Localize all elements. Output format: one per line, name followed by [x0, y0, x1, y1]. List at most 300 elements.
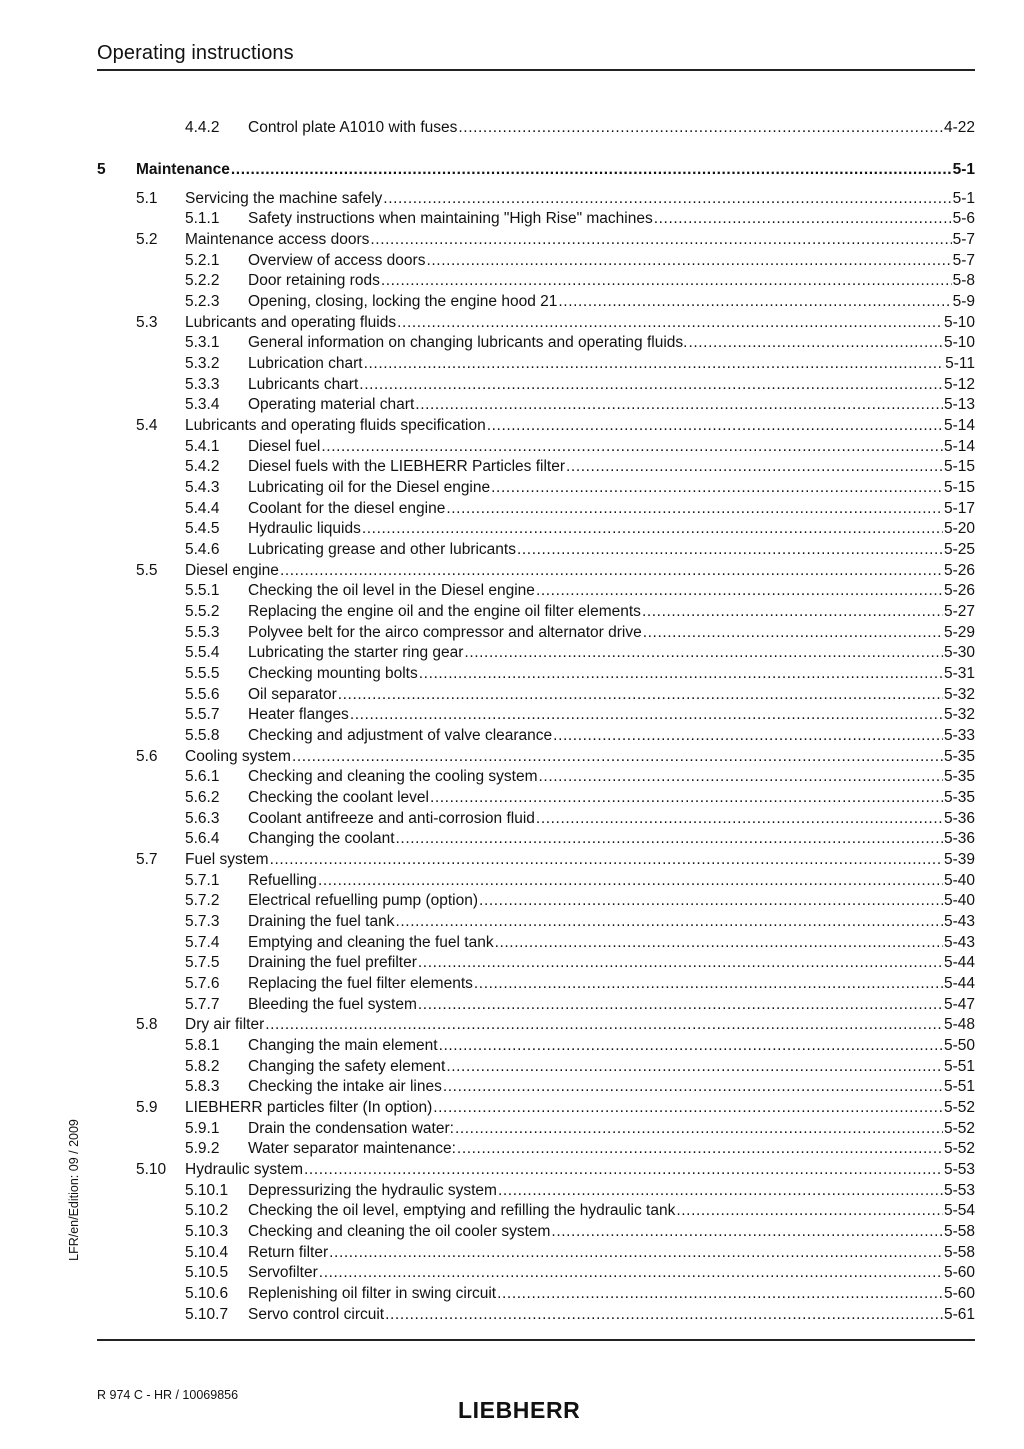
toc-page-number: 5-60 — [943, 1264, 975, 1281]
toc-row[interactable] — [97, 602, 975, 622]
toc-number: 5.4.3 — [185, 479, 220, 496]
toc-number: 5.10.7 — [185, 1306, 229, 1323]
toc-entry — [248, 251, 975, 271]
toc-row[interactable] — [97, 1160, 975, 1180]
toc-title: Diesel fuel — [248, 438, 321, 455]
toc-entry — [248, 437, 975, 457]
toc-dot-leader — [479, 891, 943, 911]
toc-dot-leader — [439, 1036, 943, 1056]
toc-dot-leader — [457, 1139, 943, 1159]
toc-dot-leader — [415, 395, 943, 415]
toc-title: Checking and cleaning the cooling system — [248, 768, 538, 785]
toc-title: Hydraulic system — [185, 1161, 303, 1178]
toc-page-number: 5-1 — [952, 190, 975, 207]
toc-title: Opening, closing, locking the engine hood 21 — [248, 293, 558, 310]
toc-title: Refuelling — [248, 872, 317, 889]
toc-row[interactable] — [97, 891, 975, 911]
toc-page-number: 5-30 — [943, 644, 975, 661]
toc-row[interactable] — [97, 519, 975, 539]
toc-title: Replenishing oil filter in swing circuit — [248, 1285, 497, 1302]
toc-title: Changing the safety element — [248, 1058, 446, 1075]
toc-dot-leader — [319, 1263, 943, 1283]
toc-dot-leader — [430, 788, 943, 808]
toc-title: Lubricants and operating fluids — [185, 314, 397, 331]
toc-entry — [248, 1077, 975, 1097]
toc-number: 5.5 — [136, 562, 158, 579]
toc-row[interactable] — [97, 118, 975, 138]
toc-entry — [248, 1243, 975, 1263]
toc-row[interactable] — [97, 747, 975, 767]
toc-title: Control plate A1010 with fuses — [248, 119, 458, 136]
toc-title: Servofilter — [248, 1264, 318, 1281]
toc-row[interactable] — [97, 230, 975, 250]
toc-entry — [248, 1222, 975, 1242]
toc-page-number: 5-6 — [952, 210, 975, 227]
toc-dot-leader — [280, 561, 943, 581]
toc-title: Checking the coolant level — [248, 789, 429, 806]
toc-number: 5.6.3 — [185, 810, 220, 827]
toc-dot-leader — [329, 1243, 943, 1263]
toc-dot-leader — [566, 457, 943, 477]
toc-entry — [248, 995, 975, 1015]
toc-entry — [185, 416, 975, 436]
toc-row[interactable] — [97, 767, 975, 787]
toc-row[interactable] — [97, 1305, 975, 1325]
toc-number: 5.10.2 — [185, 1202, 229, 1219]
toc-entry — [248, 118, 975, 138]
toc-dot-leader — [350, 705, 943, 725]
toc-entry — [248, 933, 975, 953]
toc-dot-leader — [426, 251, 951, 271]
toc-dot-leader — [304, 1160, 943, 1180]
toc-entry — [248, 705, 975, 725]
toc-dot-leader — [536, 809, 943, 829]
toc-row[interactable] — [97, 354, 975, 374]
toc-page-number: 5-32 — [943, 706, 975, 723]
liebherr-logo — [458, 1397, 618, 1421]
toc-title: Lubricating grease and other lubricants — [248, 541, 516, 558]
toc-title: Return filter — [248, 1244, 329, 1261]
toc-title: Bleeding the fuel system — [248, 996, 417, 1013]
toc-entry — [248, 829, 975, 849]
toc-number: 5.4.6 — [185, 541, 220, 558]
toc-page-number: 5-61 — [943, 1306, 975, 1323]
toc-entry — [248, 602, 975, 622]
toc-title: Servicing the machine safely — [185, 190, 383, 207]
toc-row[interactable] — [97, 189, 975, 209]
toc-dot-leader — [318, 871, 943, 891]
toc-dot-leader — [364, 354, 945, 374]
edition-label: LFR/en/Edition: 09 / 2009 — [67, 1119, 81, 1261]
toc-page-number: 5-58 — [943, 1244, 975, 1261]
toc-row[interactable] — [97, 1098, 975, 1118]
toc-row[interactable] — [97, 726, 975, 746]
toc-page-number: 5-8 — [952, 272, 975, 289]
toc-title: Emptying and cleaning the fuel tank — [248, 934, 494, 951]
toc-row[interactable] — [97, 705, 975, 725]
toc-entry — [136, 160, 975, 180]
toc-title: Draining the fuel prefilter — [248, 954, 417, 971]
toc-page-number: 5-35 — [943, 748, 975, 765]
toc-row[interactable] — [97, 333, 975, 353]
toc-entry — [248, 1139, 975, 1159]
toc-dot-leader — [553, 726, 943, 746]
toc-row[interactable] — [97, 1077, 975, 1097]
toc-dot-leader — [643, 623, 943, 643]
logo-text: LIEBHERR — [458, 1397, 581, 1421]
toc-row[interactable] — [97, 974, 975, 994]
toc-entry — [248, 271, 975, 291]
toc-entry — [248, 1036, 975, 1056]
toc-entry — [185, 313, 975, 333]
toc-page-number: 5-14 — [943, 417, 975, 434]
toc-page-number: 5-51 — [943, 1058, 975, 1075]
toc-page-number: 5-52 — [943, 1120, 975, 1137]
toc-page-number: 5-14 — [943, 438, 975, 455]
toc-number: 5.5.5 — [185, 665, 220, 682]
toc-number: 5.10.3 — [185, 1223, 229, 1240]
toc-number: 5.8.2 — [185, 1058, 220, 1075]
toc-title: Maintenance — [136, 161, 230, 178]
toc-title: Overview of access doors — [248, 252, 426, 269]
toc-page-number: 5-27 — [943, 603, 975, 620]
toc-number: 5.9 — [136, 1099, 158, 1116]
toc-number: 5.10.4 — [185, 1244, 229, 1261]
toc-dot-leader — [558, 292, 951, 312]
toc-page-number: 5-40 — [943, 872, 975, 889]
toc-title: Hydraulic liquids — [248, 520, 361, 537]
toc-number: 5.5.6 — [185, 686, 220, 703]
toc-number: 5.5.4 — [185, 644, 220, 661]
toc-page-number: 5-40 — [943, 892, 975, 909]
toc-entry — [185, 1098, 975, 1118]
toc-entry — [185, 230, 975, 250]
toc-dot-leader — [676, 1201, 943, 1221]
toc-row[interactable] — [97, 1201, 975, 1221]
toc-entry — [248, 1057, 975, 1077]
toc-row[interactable] — [97, 292, 975, 312]
toc-row[interactable] — [97, 829, 975, 849]
toc-row[interactable] — [97, 271, 975, 291]
toc-row[interactable] — [97, 160, 975, 180]
toc-page-number: 5-9 — [952, 293, 975, 310]
toc-title: Maintenance access doors — [185, 231, 370, 248]
toc-entry — [248, 478, 975, 498]
toc-dot-leader — [397, 313, 943, 333]
toc-page-number: 5-13 — [943, 396, 975, 413]
toc-entry — [185, 561, 975, 581]
toc-page-number: 5-35 — [943, 789, 975, 806]
toc-entry — [248, 581, 975, 601]
toc-dot-leader — [495, 933, 943, 953]
toc-page-number: 5-26 — [943, 562, 975, 579]
toc-page-number: 5-53 — [943, 1182, 975, 1199]
toc-page-number: 5-44 — [943, 954, 975, 971]
toc-page-number: 4-22 — [943, 119, 975, 136]
toc-entry — [248, 1201, 975, 1221]
toc-page-number: 5-60 — [943, 1285, 975, 1302]
document-id: R 974 C - HR / 10069856 — [97, 1388, 239, 1402]
toc-page-number: 5-51 — [943, 1078, 975, 1095]
toc-row[interactable] — [97, 664, 975, 684]
toc-row[interactable] — [97, 375, 975, 395]
toc-title: Depressurizing the hydraulic system — [248, 1182, 497, 1199]
toc-page-number: 5-52 — [943, 1099, 975, 1116]
toc-title: Replacing the engine oil and the engine oil filter elements — [248, 603, 641, 620]
toc-row[interactable] — [97, 313, 975, 333]
toc-row[interactable] — [97, 1036, 975, 1056]
toc-title: Replacing the fuel filter elements — [248, 975, 473, 992]
toc-number: 5.4.2 — [185, 458, 220, 475]
toc-title: Water separator maintenance: — [248, 1140, 456, 1157]
toc-dot-leader — [551, 1222, 943, 1242]
toc-row[interactable] — [97, 416, 975, 436]
toc-number: 5.2.1 — [185, 252, 220, 269]
toc-dot-leader — [418, 953, 943, 973]
toc-dot-leader — [487, 416, 943, 436]
toc-number: 5.7.1 — [185, 872, 220, 889]
toc-row[interactable] — [97, 995, 975, 1015]
toc-page-number: 5-17 — [943, 500, 975, 517]
toc-number: 5.1 — [136, 190, 158, 207]
toc-number: 5.2.3 — [185, 293, 220, 310]
toc-title: Operating material chart — [248, 396, 415, 413]
toc-page-number: 5-10 — [943, 334, 975, 351]
toc-title: Cooling system — [185, 748, 291, 765]
toc-entry — [248, 354, 975, 374]
toc-page-number: 5-39 — [943, 851, 975, 868]
toc-row[interactable] — [97, 1284, 975, 1304]
toc-title: Draining the fuel tank — [248, 913, 395, 930]
toc-dot-leader — [321, 437, 943, 457]
toc-dot-leader — [688, 333, 943, 353]
toc-number: 5.6 — [136, 748, 158, 765]
toc-number: 5.10 — [136, 1161, 167, 1178]
footer-divider — [97, 1339, 975, 1341]
toc-page-number: 5-52 — [943, 1140, 975, 1157]
toc-dot-leader — [474, 974, 943, 994]
toc-number: 5.3.2 — [185, 355, 220, 372]
toc-row[interactable] — [97, 912, 975, 932]
toc-title: Checking the intake air lines — [248, 1078, 442, 1095]
toc-title: Drain the condensation water: — [248, 1120, 454, 1137]
toc-number: 5.8 — [136, 1016, 158, 1033]
toc-title: Heater flanges — [248, 706, 349, 723]
toc-row[interactable] — [97, 395, 975, 415]
toc-entry — [248, 809, 975, 829]
toc-row[interactable] — [97, 437, 975, 457]
toc-title: Diesel engine — [185, 562, 279, 579]
toc-number: 5.7.3 — [185, 913, 220, 930]
toc-entry — [185, 189, 975, 209]
toc-row[interactable] — [97, 561, 975, 581]
toc-row[interactable] — [97, 933, 975, 953]
toc-title: Changing the coolant — [248, 830, 395, 847]
toc-dot-leader — [338, 685, 943, 705]
toc-number: 5.3.4 — [185, 396, 220, 413]
toc-row[interactable] — [97, 499, 975, 519]
toc-number: 5.8.1 — [185, 1037, 220, 1054]
toc-number: 5.3.3 — [185, 376, 220, 393]
toc-entry — [248, 1119, 975, 1139]
toc-dot-leader — [270, 850, 943, 870]
toc-page-number: 5-10 — [943, 314, 975, 331]
toc-dot-leader — [231, 160, 952, 180]
toc-number: 5.5.2 — [185, 603, 220, 620]
toc-title: Checking and adjustment of valve clearance — [248, 727, 553, 744]
toc-entry — [185, 1015, 975, 1035]
toc-row[interactable] — [97, 953, 975, 973]
toc-page-number: 5-31 — [943, 665, 975, 682]
toc-number: 4.4.2 — [185, 119, 220, 136]
toc-entry — [248, 1181, 975, 1201]
toc-title: Lubrication chart — [248, 355, 363, 372]
toc-page-number: 5-29 — [943, 624, 975, 641]
toc-row[interactable] — [97, 1263, 975, 1283]
toc-number: 5.4 — [136, 417, 158, 434]
toc-page-number: 5-15 — [943, 458, 975, 475]
toc-number: 5.10.5 — [185, 1264, 229, 1281]
toc-number: 5.7.2 — [185, 892, 220, 909]
toc-row[interactable] — [97, 809, 975, 829]
toc-dot-leader — [433, 1098, 943, 1118]
toc-row[interactable] — [97, 581, 975, 601]
toc-entry — [248, 499, 975, 519]
toc-row[interactable] — [97, 1139, 975, 1159]
toc-page-number: 5-43 — [943, 934, 975, 951]
toc-row[interactable] — [97, 1015, 975, 1035]
toc-title: Lubricating oil for the Diesel engine — [248, 479, 491, 496]
toc-row[interactable] — [97, 478, 975, 498]
toc-entry — [248, 333, 975, 353]
toc-entry — [248, 664, 975, 684]
toc-dot-leader — [385, 1305, 943, 1325]
toc-entry — [248, 457, 975, 477]
toc-title: Coolant antifreeze and anti-corrosion fluid — [248, 810, 535, 827]
toc-entry — [248, 953, 975, 973]
toc-title: Servo control circuit — [248, 1306, 385, 1323]
toc-title: Electrical refuelling pump (option) — [248, 892, 479, 909]
page-header-title: Operating instructions — [97, 42, 294, 64]
toc-dot-leader — [654, 209, 952, 229]
toc-row[interactable] — [97, 1181, 975, 1201]
toc-number: 5.8.3 — [185, 1078, 220, 1095]
toc-row[interactable] — [97, 457, 975, 477]
toc-page-number: 5-25 — [943, 541, 975, 558]
toc-page-number: 5-20 — [943, 520, 975, 537]
toc-dot-leader — [381, 271, 952, 291]
toc-row[interactable] — [97, 788, 975, 808]
toc-row[interactable] — [97, 251, 975, 271]
toc-entry — [248, 767, 975, 787]
toc-title: Dry air filter — [185, 1016, 265, 1033]
toc-dot-leader — [536, 581, 943, 601]
toc-entry — [248, 643, 975, 663]
toc-title: Oil separator — [248, 686, 337, 703]
toc-row[interactable] — [97, 1119, 975, 1139]
toc-title: Checking mounting bolts — [248, 665, 418, 682]
toc-title: Lubricants chart — [248, 376, 359, 393]
toc-title: Door retaining rods — [248, 272, 380, 289]
toc-title: General information on changing lubricants and operating fluids. — [248, 334, 688, 351]
toc-row[interactable] — [97, 871, 975, 891]
header-divider — [97, 69, 975, 71]
toc-title: Safety instructions when maintaining "High Rise" machines — [248, 210, 653, 227]
toc-row[interactable] — [97, 623, 975, 643]
toc-page-number: 5-44 — [943, 975, 975, 992]
toc-dot-leader — [446, 1057, 943, 1077]
toc-number: 5.7 — [136, 851, 158, 868]
toc-page-number: 5-1 — [952, 161, 975, 178]
toc-row[interactable] — [97, 1222, 975, 1242]
toc-row[interactable] — [97, 643, 975, 663]
toc-dot-leader — [370, 230, 951, 250]
toc-dot-leader — [362, 519, 943, 539]
toc-page-number: 5-26 — [943, 582, 975, 599]
toc-row[interactable] — [97, 685, 975, 705]
toc-number: 5.4.4 — [185, 500, 220, 517]
toc-row[interactable] — [97, 850, 975, 870]
toc-entry — [185, 850, 975, 870]
toc-dot-leader — [491, 478, 943, 498]
toc-title: Polyvee belt for the airco compressor and alternator drive — [248, 624, 642, 641]
toc-number: 5.5.3 — [185, 624, 220, 641]
toc-number: 5.1.1 — [185, 210, 220, 227]
toc-page-number: 5-48 — [943, 1016, 975, 1033]
toc-title: LIEBHERR particles filter (In option) — [185, 1099, 433, 1116]
toc-number: 5.4.1 — [185, 438, 220, 455]
toc-entry — [248, 891, 975, 911]
toc-row[interactable] — [97, 209, 975, 229]
toc-row[interactable] — [97, 540, 975, 560]
toc-title: Lubricants and operating fluids specification — [185, 417, 486, 434]
toc-row[interactable] — [97, 1057, 975, 1077]
toc-number: 5.5.1 — [185, 582, 220, 599]
toc-number: 5.3 — [136, 314, 158, 331]
toc-number: 5.9.1 — [185, 1120, 220, 1137]
toc-dot-leader — [642, 602, 943, 622]
toc-page-number: 5-53 — [943, 1161, 975, 1178]
toc-row[interactable] — [97, 1243, 975, 1263]
toc-number: 5.7.6 — [185, 975, 220, 992]
toc-dot-leader — [498, 1181, 943, 1201]
toc-entry — [248, 726, 975, 746]
toc-dot-leader — [455, 1119, 943, 1139]
toc-dot-leader — [517, 540, 943, 560]
toc-entry — [248, 375, 975, 395]
toc-dot-leader — [359, 375, 943, 395]
toc-page-number: 5-7 — [952, 231, 975, 248]
toc-entry — [248, 685, 975, 705]
toc-number: 5.6.1 — [185, 768, 220, 785]
toc-page-number: 5-12 — [943, 376, 975, 393]
toc-dot-leader — [418, 995, 943, 1015]
toc-dot-leader — [497, 1284, 943, 1304]
toc-dot-leader — [265, 1015, 943, 1035]
toc-page-number: 5-35 — [943, 768, 975, 785]
toc-dot-leader — [395, 912, 942, 932]
toc-title: Coolant for the diesel engine — [248, 500, 446, 517]
toc-number: 5.2.2 — [185, 272, 220, 289]
toc-entry — [248, 623, 975, 643]
toc-dot-leader — [292, 747, 943, 767]
toc-entry — [248, 209, 975, 229]
toc-entry — [185, 1160, 975, 1180]
toc-entry — [248, 1305, 975, 1325]
toc-dot-leader — [458, 118, 943, 138]
toc-page-number: 5-54 — [943, 1202, 975, 1219]
toc-number: 5.7.4 — [185, 934, 220, 951]
